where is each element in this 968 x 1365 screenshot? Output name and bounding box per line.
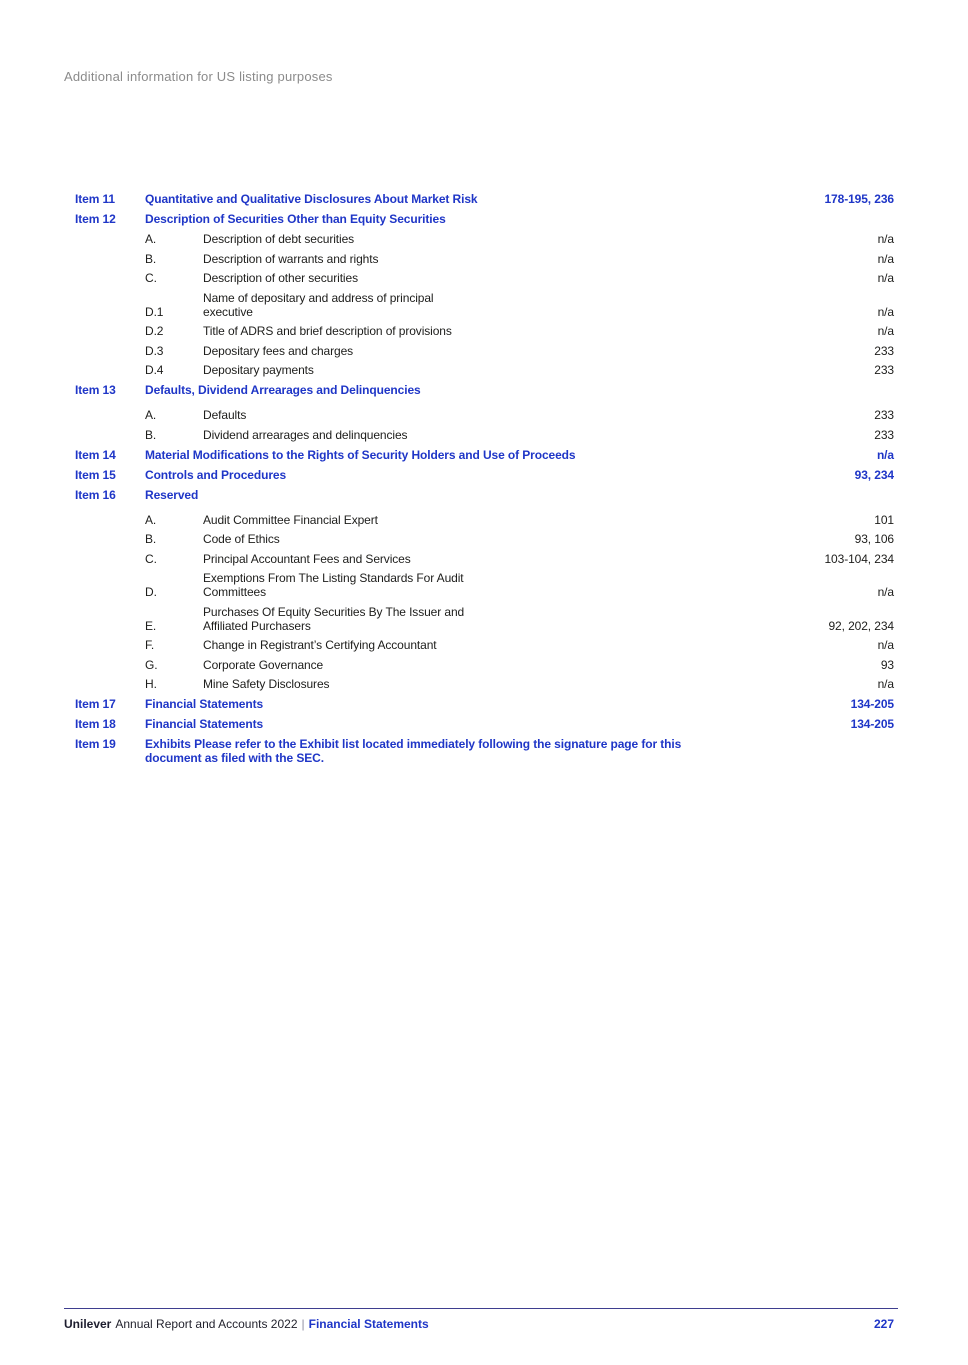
sub-item-page-ref: n/a (877, 304, 894, 319)
item-title: Financial Statements (145, 697, 264, 711)
toc-item-row (75, 737, 894, 765)
toc-item-row (75, 212, 894, 226)
toc-item-row (75, 488, 894, 502)
toc-sub-row (75, 408, 894, 422)
item-title: Reserved (145, 487, 199, 502)
item-title: Quantitative and Qualitative Disclosures About Market Risk (145, 192, 478, 206)
toc-sub-row (75, 428, 894, 442)
item-title: Controls and Procedures (145, 467, 287, 482)
item-page-ref: 93, 234 (854, 467, 894, 482)
sub-item-description (203, 291, 724, 319)
toc-sub-row (75, 638, 894, 652)
sub-item-page-ref: 233 (874, 363, 894, 377)
sub-item-description: Depositary fees and charges (203, 343, 354, 358)
item-title: Material Modifications to the Rights of Security Holders and Use of Proceeds (145, 447, 576, 462)
sub-item-description: Audit Committee Financial Expert (203, 512, 378, 527)
sub-item-page-ref: n/a (877, 585, 894, 599)
toc-item-row (75, 468, 894, 482)
item-page-ref: 134-205 (850, 697, 894, 711)
sub-item-description: Title of ADRS and brief description of provisions (203, 324, 452, 338)
toc-sub-row (75, 363, 894, 377)
item-number: Item 11 (75, 192, 115, 206)
toc-item-row (75, 448, 894, 462)
sub-item-letter: D. (145, 585, 157, 599)
sub-item-letter: B. (145, 427, 157, 442)
description-line: Purchases Of Equity Securities By The Issuer and (203, 604, 465, 619)
sub-item-page-ref: n/a (877, 232, 894, 246)
sub-item-page-ref: 93, 106 (854, 532, 894, 546)
sub-item-description: Code of Ethics (203, 532, 280, 546)
sub-item-description (203, 605, 724, 633)
sub-item-page-ref: 233 (874, 427, 894, 442)
sub-item-letter: H. (145, 677, 157, 691)
sub-item-letter: D.4 (145, 363, 164, 377)
toc-item-row (75, 192, 894, 206)
sub-item-page-ref: n/a (877, 324, 894, 338)
item-number: Item 19 (75, 737, 116, 751)
page-footer (64, 1308, 898, 1331)
item-number: Item 15 (75, 467, 116, 482)
sub-item-page-ref: n/a (877, 251, 894, 266)
sub-item-description: Description of debt securities (203, 232, 355, 246)
sub-item-letter: A. (145, 408, 157, 422)
toc-item-row (75, 717, 894, 731)
item-title: Defaults, Dividend Arrearages and Delinquencies (145, 383, 421, 397)
sub-item-description: Principal Accountant Fees and Services (203, 551, 411, 566)
sub-item-description: Depositary payments (203, 363, 314, 377)
sub-item-page-ref: n/a (877, 271, 894, 285)
sub-item-page-ref: 92, 202, 234 (828, 618, 894, 633)
description-line: Affiliated Purchasers (203, 618, 311, 633)
item-number: Item 16 (75, 487, 116, 502)
sub-item-letter: C. (145, 271, 157, 285)
sub-item-page-ref: 233 (874, 343, 894, 358)
item-number: Item 18 (75, 717, 116, 731)
item-title: Financial Statements (145, 717, 264, 731)
footer-publication-info (64, 1317, 429, 1331)
toc-sub-row (75, 232, 894, 246)
footer-section-name: Financial Statements (308, 1317, 429, 1331)
item-number: Item 13 (75, 383, 116, 397)
toc-table (75, 192, 894, 771)
title-line: Exhibits Please refer to the Exhibit list located immediately following the signature page for this (145, 737, 682, 751)
toc-sub-row (75, 552, 894, 566)
sub-item-description: Description of other securities (203, 271, 358, 285)
title-line: document as filed with the SEC. (145, 751, 324, 765)
item-page-ref: n/a (876, 447, 894, 462)
sub-item-page-ref: n/a (877, 677, 894, 691)
running-header: Additional information for US listing purposes (64, 69, 333, 84)
toc-sub-row (75, 324, 894, 338)
item-page-ref: 134-205 (850, 717, 894, 731)
sub-item-description: Dividend arrearages and delinquencies (203, 427, 408, 442)
sub-item-page-ref: 103-104, 234 (824, 551, 894, 566)
toc-item-row (75, 697, 894, 711)
brand-name: Unilever (64, 1317, 112, 1331)
sub-item-description (203, 571, 724, 599)
sub-item-description: Change in Registrant’s Certifying Accountant (203, 638, 437, 652)
sub-item-page-ref: 101 (874, 512, 894, 527)
sub-item-letter: C. (145, 551, 157, 566)
sub-item-page-ref: 233 (874, 408, 894, 422)
item-page-ref: 178-195, 236 (824, 192, 894, 206)
toc-sub-row (75, 291, 894, 319)
sub-item-letter: A. (145, 512, 157, 527)
toc-sub-row (75, 271, 894, 285)
page-number: 227 (873, 1317, 894, 1331)
sub-item-description: Corporate Governance (203, 657, 324, 672)
toc-sub-row (75, 532, 894, 546)
description-line: Committees (203, 585, 267, 599)
sub-item-description: Mine Safety Disclosures (203, 677, 330, 691)
toc-item-row (75, 383, 894, 397)
sub-item-letter: F. (145, 638, 155, 652)
item-number: Item 12 (75, 212, 116, 226)
toc-sub-row (75, 344, 894, 358)
description-line: Name of depositary and address of principal (203, 290, 434, 305)
report-title: Annual Report and Accounts 2022 (115, 1317, 298, 1331)
description-line: executive (203, 304, 253, 319)
toc-sub-row (75, 513, 894, 527)
item-number: Item 17 (75, 697, 116, 711)
toc-sub-row (75, 677, 894, 691)
item-number: Item 14 (75, 447, 116, 462)
sub-item-description: Defaults (203, 408, 247, 422)
sub-item-letter: E. (145, 618, 157, 633)
toc-sub-row (75, 605, 894, 633)
sub-item-letter: A. (145, 232, 157, 246)
sub-item-letter: B. (145, 251, 157, 266)
sub-item-letter: D.3 (145, 343, 164, 358)
item-title (145, 737, 724, 765)
sub-item-letter: G. (145, 657, 158, 672)
sub-item-description: Description of warrants and rights (203, 251, 379, 266)
toc-sub-row (75, 252, 894, 266)
footer-separator: | (301, 1317, 305, 1331)
sub-item-letter: D.2 (145, 324, 164, 338)
sub-item-letter: D.1 (145, 304, 164, 319)
toc-sub-row (75, 658, 894, 672)
sub-item-page-ref: n/a (877, 638, 894, 652)
toc-sub-row (75, 571, 894, 599)
sub-item-letter: B. (145, 532, 157, 546)
sub-item-page-ref: 93 (880, 657, 894, 672)
item-title: Description of Securities Other than Equity Securities (145, 212, 446, 226)
description-line: Exemptions From The Listing Standards For Audit (203, 571, 464, 585)
